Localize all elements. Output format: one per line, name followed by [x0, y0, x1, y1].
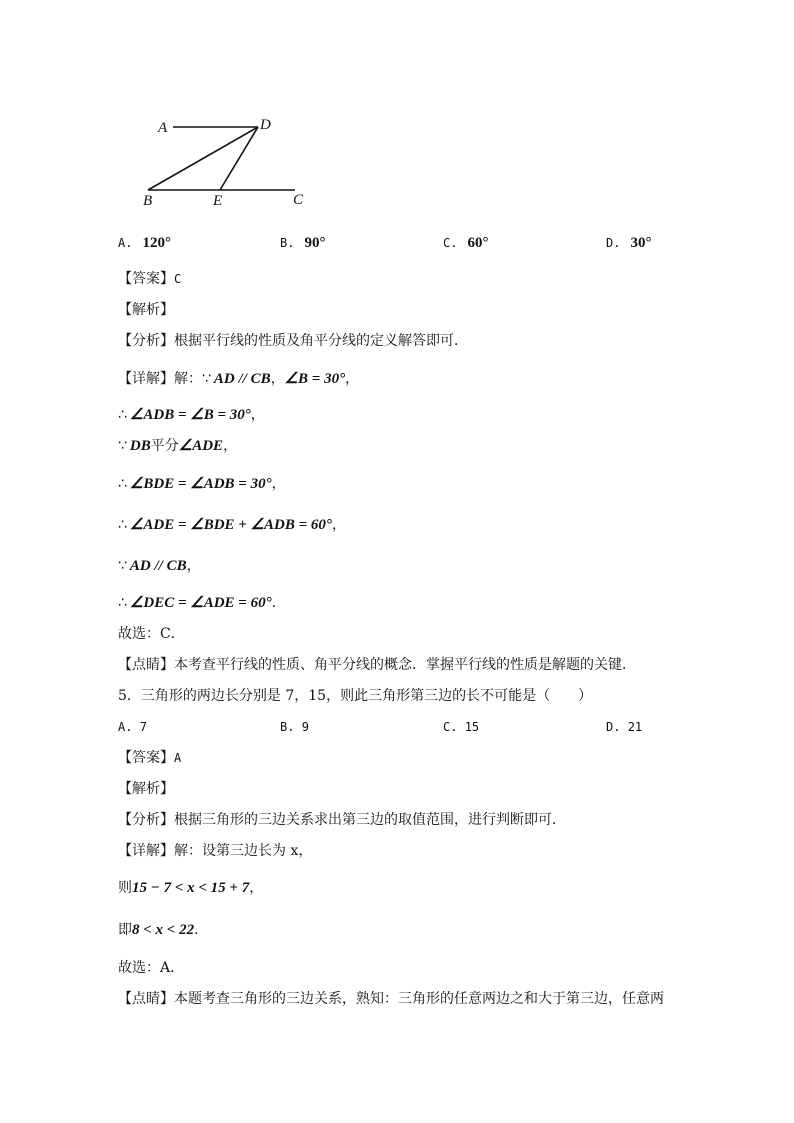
math-ade-sum: ∠ADE = ∠BDE + ∠ADB = 60° [129, 517, 332, 533]
math-adb: ∠ADB = ∠B = 30° [129, 407, 251, 423]
math-ad-parallel-cb: AD // CB [129, 558, 187, 574]
math-db: DB [129, 438, 151, 454]
because-symbol: ∵ [118, 558, 127, 574]
option-value: 90° [304, 235, 326, 251]
fenxi-text: 根据平行线的性质及角平分线的定义解答即可． [174, 333, 468, 349]
xiangjie-text: 解：设第三边长为 x， [174, 843, 313, 859]
q5-step-1 [118, 878, 263, 898]
label-a: A [158, 120, 168, 136]
answer-value: A [174, 751, 182, 765]
option-label: B. [280, 720, 295, 734]
fenxi-text: 根据三角形的三边关系求出第三边的取值范围，进行判断即可． [174, 812, 566, 828]
comma: ， [249, 880, 264, 896]
q4-answer [118, 269, 181, 289]
label-b: B [143, 193, 153, 209]
because-symbol: ∵ [202, 371, 211, 387]
option-value: 9 [301, 720, 309, 734]
option-value: 60° [467, 235, 489, 251]
segment-bd [148, 127, 258, 190]
q4-step-3 [118, 436, 237, 456]
therefore-symbol: ∴ [118, 407, 127, 423]
q4-jiexi: 【解析】 [118, 302, 174, 318]
comma: ， [223, 438, 238, 454]
answer-tag: 【答案】 [118, 750, 174, 766]
option-value: 21 [627, 720, 643, 734]
q5-fenxi [118, 810, 566, 830]
q4-guxuan: 故选：C． [118, 626, 185, 642]
period: ． [194, 922, 209, 938]
q4-option-b [280, 235, 325, 252]
option-value: 120° [142, 235, 171, 251]
xiangjie-tag: 【详解】 [118, 371, 174, 387]
dianjing-text: 本题考查三角形的三边关系，熟知：三角形的任意两边之和大于第三边，任意两 [174, 991, 664, 1007]
q5-jiexi: 【解析】 [118, 781, 174, 797]
q5-option-d [606, 720, 642, 734]
therefore-symbol: ∴ [118, 476, 127, 492]
geometry-figure [140, 110, 320, 210]
comma: ， [270, 371, 285, 387]
option-label: A. [118, 720, 133, 734]
ji-text: 即 [118, 922, 132, 938]
math-inequality-1: 15 − 7 < x < 15 + 7 [132, 880, 250, 896]
option-value: 15 [464, 720, 480, 734]
bisect-text: 平分 [150, 438, 179, 454]
q4-step-1 [118, 369, 359, 389]
q5-option-b [280, 720, 309, 734]
option-label: D. [606, 720, 621, 734]
comma: ， [186, 558, 201, 574]
dianjing-text: 本考查平行线的性质、角平分线的概念．掌握平行线的性质是解题的关键． [174, 657, 636, 673]
answer-value: C [174, 272, 182, 286]
segment-ed [220, 127, 258, 190]
q4-fenxi [118, 331, 468, 351]
figure-svg [140, 110, 320, 210]
xiangjie-tag: 【详解】 [118, 843, 174, 859]
math-ade: ∠ADE [178, 438, 224, 454]
option-label: A. [118, 236, 133, 250]
label-d: D [260, 117, 271, 133]
therefore-symbol: ∴ [118, 517, 127, 533]
therefore-symbol: ∴ [118, 595, 127, 611]
period: ． [271, 595, 286, 611]
q4-step-5 [118, 515, 346, 535]
comma: ， [271, 476, 286, 492]
q4-option-c [443, 235, 488, 252]
q4-option-a [118, 235, 171, 252]
math-ad-parallel-cb: AD // CB [213, 371, 271, 387]
comma: ， [331, 517, 346, 533]
dianjing-tag: 【点睛】 [118, 991, 174, 1007]
q5-stem: 5．三角形的两边长分别是 7，15，则此三角形第三边的长不可能是（ ） [118, 688, 593, 704]
q4-option-d [606, 235, 651, 252]
math-inequality-2: 8 < x < 22 [132, 922, 195, 938]
dianjing-tag: 【点睛】 [118, 657, 174, 673]
xiangjie-intro: 解： [174, 371, 202, 387]
q5-step-2 [118, 920, 208, 940]
comma: ， [250, 407, 265, 423]
fenxi-tag: 【分析】 [118, 333, 174, 349]
option-label: D. [606, 236, 621, 250]
math-bde: ∠BDE = ∠ADB = 30° [129, 476, 272, 492]
math-dec: ∠DEC = ∠ADE = 60° [129, 595, 272, 611]
q4-dianjing [118, 655, 636, 675]
option-label: C. [443, 720, 458, 734]
q4-step-7 [118, 593, 286, 613]
q4-step-2 [118, 405, 265, 425]
option-label: B. [280, 236, 295, 250]
because-symbol: ∵ [118, 438, 127, 454]
option-label: C. [443, 236, 458, 250]
math-angle-b: ∠B = 30° [284, 371, 346, 387]
q4-step-4 [118, 474, 286, 494]
label-c: C [293, 192, 304, 208]
answer-tag: 【答案】 [118, 271, 174, 287]
option-value: 7 [139, 720, 147, 734]
q5-xiangjie [118, 841, 312, 861]
comma: ， [345, 371, 360, 387]
q5-answer [118, 748, 181, 768]
ze-text: 则 [118, 880, 132, 896]
q4-step-6 [118, 556, 201, 576]
fenxi-tag: 【分析】 [118, 812, 174, 828]
label-e: E [213, 193, 223, 209]
q5-option-a [118, 720, 147, 734]
q5-guxuan: 故选：A． [118, 960, 185, 976]
q5-option-c [443, 720, 479, 734]
option-value: 30° [630, 235, 652, 251]
q5-dianjing [118, 989, 664, 1009]
